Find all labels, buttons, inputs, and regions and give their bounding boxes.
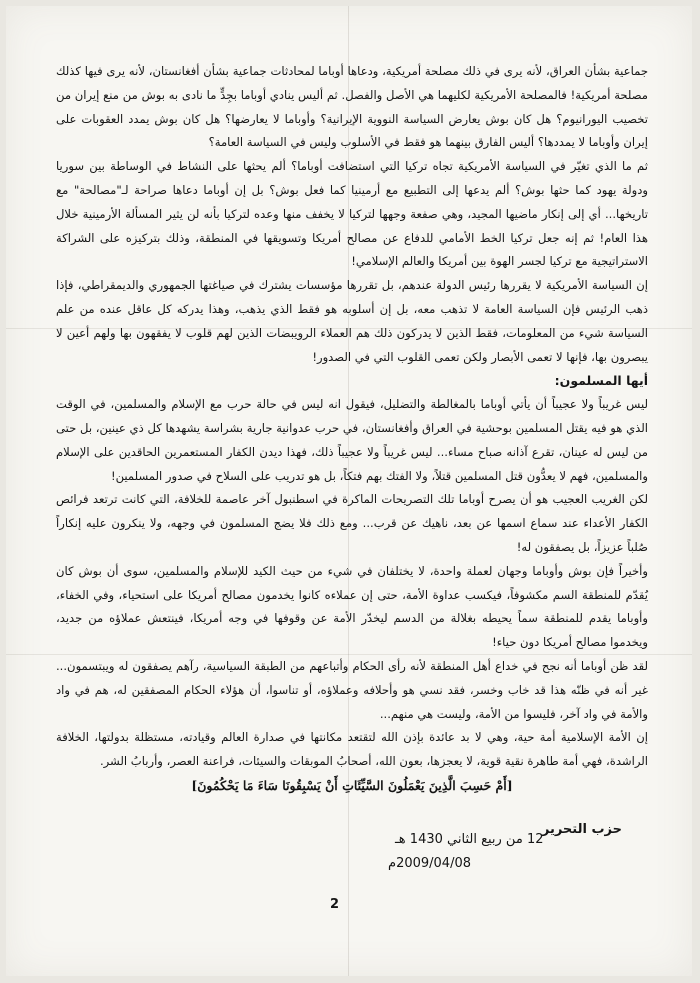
paragraph-6: وأخيراً فإن بوش وأوباما وجهان لعملة واحدة، لا يختلفان في شيء من حيث الكيد للإسلام والمسلمين، سوى أن بوش كان يُقدّم للمنطقة السم مكشوفاً، فيكسب عداوة الأمة، حتى إن عملاءه كانوا يخدمون مصالح أمريكا على استحياء، وفي الخفاء، وأوباما يقدم للمنطقة سماً يحيطه بغلالة من الدسم ليخدّر الأمة عن وقوفها في وجه أمريكا، فينتعش عملاؤه من جديد، ويخدموا مصالح أمريكا دون حياء! [56,563,648,650]
date-hijri: 12 من ربيع الثاني 1430 هـ [395,832,544,847]
signature-party-name: حزب التحرير [541,822,622,837]
page-number: 2 [330,897,340,912]
paragraph-2: ثم ما الذي تغيّر في السياسة الأمريكية تجاه تركيا التي استضافت أوباما؟ ألم يحثها على النشاط في الوساطة بين سوريا ودولة يهود كما حثها بوش؟ ألم يدعها إلى التطبيع مع أرمينيا كما فعل بوش؟ بل إن أوباما دعاها صراحة لـ"مصالحة" مع تاريخها... أي إلى إنكار ماضيها المجيد، وهي صفعة وجهها لتركيا لا يخفف منها وعده لتركيا بأنه لن يثير المسألة الأرمينية خلال هذا العام! ثم إنه جعل تركيا الخط الأمامي للدفاع عن مصالح أمريكا وتسويقها في المنطقة، وذلك بتركيزه على الشراكة الاستراتيجية مع تركيا لجسر الهوة بين أمريكا والعالم الإسلامي! [56,159,648,269]
date-gregorian: 2009/04/08م [388,856,471,871]
document-body [56,60,648,798]
quran-verse: [أَمْ حَسِبَ الَّذِينَ يَعْمَلُونَ السَّيِّئَاتِ أَنْ يَسْبِقُونَا سَاءَ مَا يَحْكُمُونَ] [191,777,513,793]
paragraph-4: ليس غريباً ولا عجيباً أن يأتي أوباما بالمغالطة والتضليل، فيقول انه ليس في حالة حرب مع الإسلام والمسلمين، في الوقت الذي هو فيه يقتل المسلمين بوحشية في العراق وأفغانستان، في حرب عدوانية جارية بشراسة يشهدها كل ذي عينين، بل حتى من ليس له عينان، تقرع آذانه صباح مساء... ليس غريباً ولا عجيباً ذلك، فهذا ديدن الكفار المستعمرين الحاقدين على الإسلام والمسلمين، فهم لا يعدُّون قتل المسلمين قتلاً، ولا الفتك بهم فتكاً، بل هو تدريب على السلاح في صدور المسلمين! [56,397,648,483]
section-heading: أيها المسلمون: [554,373,648,389]
paragraph-5: لكن الغريب العجيب هو أن يصرح أوباما تلك التصريحات الماكرة في اسطنبول آخر عاصمة للخلافة، التي كانت ترتعد فرائص الكفار الأعداء عند سماع اسمها عن بعد، ناهيك عن قرب... ومع ذلك فلا يضج المسلمون في وجهه، ولا ينكرون عليه إنكاراً صُلباً عزيزاً، بل يصفقون له! [56,492,648,554]
paragraph-7: لقد ظن أوباما أنه نجح في خداع أهل المنطقة لأنه رأى الحكام وأتباعهم من الطبقة السياسية، رآهم يصفقون له ويبتسمون... غير أنه في ظنّه هذا قد خاب وخسر، فقد نسي هو وأحلافه وعملاؤه، أو تناسوا، أن هؤلاء الحكام المصفقين له، هم في واد والأمة في واد آخر، فليسوا من الأمة، وليست هي منهم... [56,658,648,721]
paragraph-1: جماعية بشأن العراق، لأنه يرى في ذلك مصلحة أمريكية، ودعاها أوباما لمحادثات جماعية بشأن أفغانستان، لأنه يرى فيها كذلك مصلحة أمريكية! فالمصلحة الأمريكية لكليهما هي الأصل والفصل. ثم أليس ينادي أوباما بجِدٍّ ما نادى به بوش من منع إيران من تخصيب اليورانيوم؟ هل كان بوش يعارض السياسة النووية الإيرانية؟ وأوباما لا يعارضها؟ هل كان بوش يمدد العقوبات على إيران وأوباما لا يمددها؟ أليس الفارق بينهما هو فقط في الأسلوب وليس في السياسة العامة؟ [56,64,648,150]
paragraph-3: إن السياسة الأمريكية لا يقررها رئيس الدولة عندهم، بل تقررها مؤسسات يشترك في صياغتها الجمهوري والديمقراطي، فإذا ذهب الرئيس فإن السياسة العامة لا تذهب معه، بل إن أسلوبه هو فقط الذي يذهب، وهذا يدركه كل عاقل عنده من علم السياسة شيء من المعلومات، فقط الذين لا يدركون ذلك هم العملاء الرويبضات الذين لهم قلوب لا يفقهون بها ولهم أعين لا يبصرون بها، فإنها لا تعمى الأبصار ولكن تعمى القلوب التي في الصدور! [56,278,648,364]
paragraph-8: إن الأمة الإسلامية أمة حية، وهي لا بد عائدة بإذن الله لتقتعد مكانتها في صدارة العالم وقيادته، مستظلة بدولتها، الخلافة الراشدة، فهي أمة طاهرة نقية قوية، لا يعجزها، بعون الله، أصحابُ الموبقات والسيئات، فراعنة العصر، وأربابُ الشر. [56,730,648,769]
